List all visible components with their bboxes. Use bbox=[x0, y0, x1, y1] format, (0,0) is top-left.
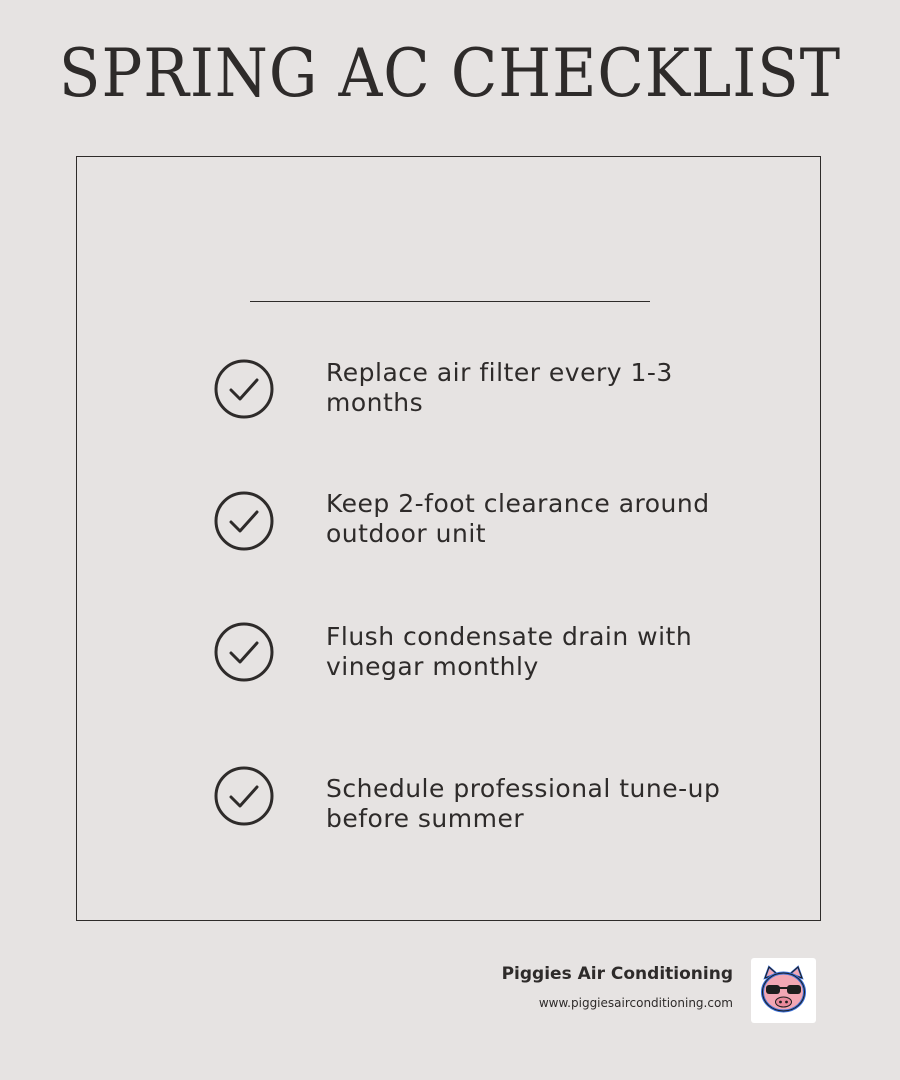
company-url[interactable]: www.piggiesairconditioning.com bbox=[538, 996, 733, 1010]
checklist-item-text: Replace air filter every 1-3 months bbox=[326, 358, 673, 417]
checklist-item bbox=[213, 358, 753, 422]
divider-line bbox=[250, 301, 650, 302]
check-circle-icon bbox=[213, 621, 275, 683]
checklist-item-text: Schedule professional tune-up before summer bbox=[326, 774, 721, 833]
pig-with-sunglasses-logo bbox=[751, 958, 816, 1023]
check-circle-icon bbox=[213, 358, 275, 420]
company-name: Piggies Air Conditioning bbox=[501, 964, 733, 984]
page-title: SPRING AC CHECKLIST bbox=[58, 35, 842, 112]
checklist-item-text: Flush condensate drain with vinegar monthly bbox=[326, 622, 693, 681]
check-circle-icon bbox=[213, 490, 275, 552]
checklist-item bbox=[213, 490, 753, 554]
checklist-item-text: Keep 2-foot clearance around outdoor unit bbox=[326, 489, 710, 548]
checklist-panel bbox=[76, 156, 821, 921]
checklist-item bbox=[213, 765, 753, 833]
checklist-item bbox=[213, 621, 753, 685]
check-circle-icon bbox=[213, 765, 275, 827]
